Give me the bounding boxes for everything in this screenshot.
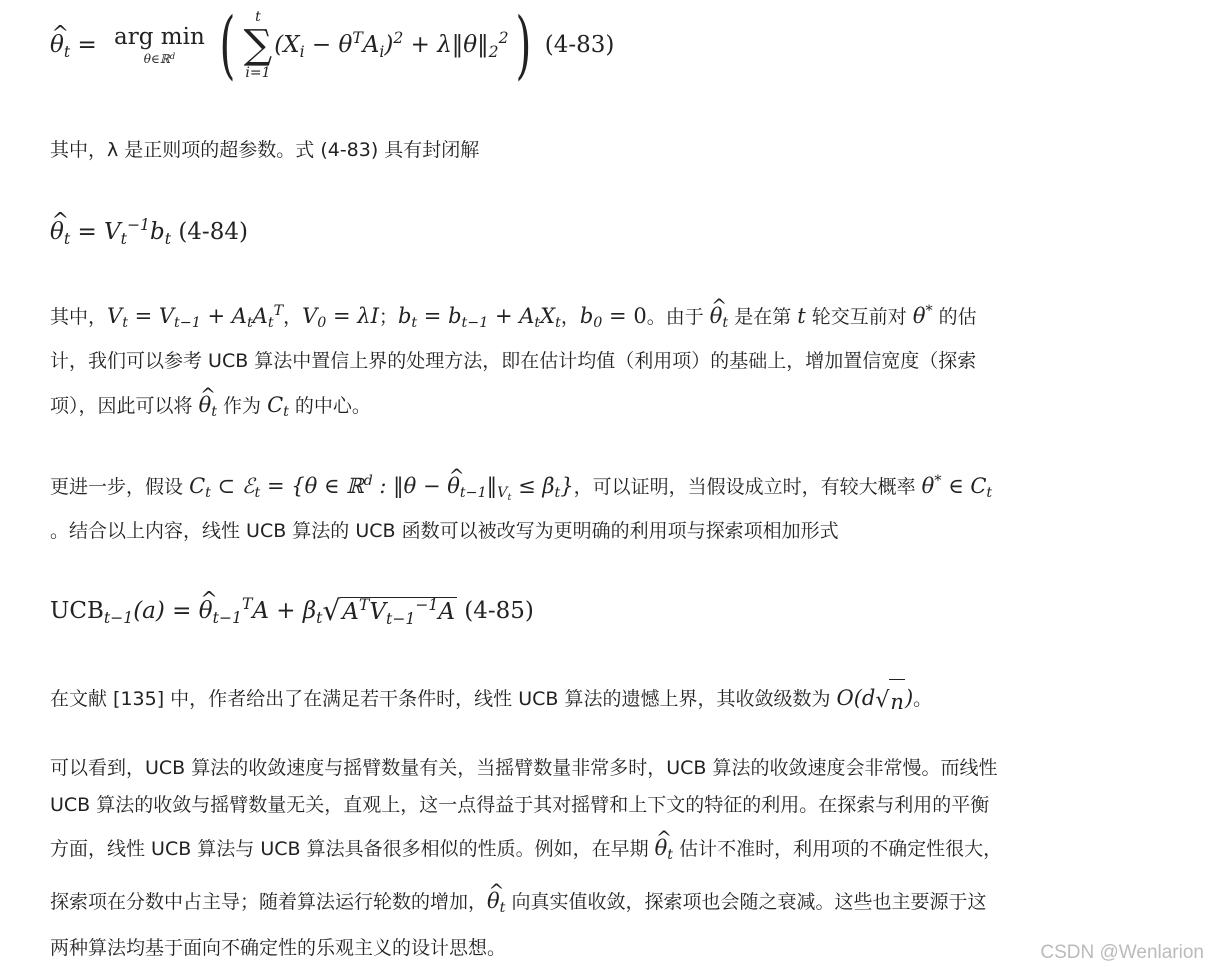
equation-number: (4-84)	[178, 219, 248, 245]
equation-4-83: ^ $\theta_t$ = arg min θ∈ℝ$^d$ ( t ∑ i=1 $(X_i - \theta^TA_i)^2$ + $\lambda‖\theta‖_2^2$ ) (4-83)	[50, 2, 614, 88]
watermark: CSDN @Wenlarion	[1040, 942, 1204, 963]
paragraph-5: 可以看到，UCB 算法的收敛速度与摇臂数量有关，当摇臂数量非常多时，UCB 算法的收敛速度会非常慢。而线性 UCB 算法的收敛与摇臂数量无关，直观上，这一点得益于其对摇臂和上下文的特征的利用。在探索与利用的平衡 方面，线性 UCB 算法与 UCB 算法具备很多相似的性质。例如，在早期 ^ $\theta_t$ 估计不准时，利用项的不确定性很大， 探索项在分数中占主导；随着算法运行轮数的增加，^ $\theta_t$ 向真实值收敛，探索项也会随之衰减。这些也主要源于这 两种算法均基于面向不确定性的乐观主义的设计思想。	[50, 750, 1120, 967]
equation-number: (4-83)	[544, 32, 615, 58]
equation-4-84: ^ $\theta_t = V_t^{-1}b_t$ (4-84)	[50, 212, 248, 252]
equation-4-85: $UCB_{t-1}$ (a) = ^ $\theta_{t-1}^TA + \beta_t$ √ $A^TV_{t-1}^{-1}A$ (4-85)	[50, 588, 534, 634]
paragraph-4: 在文献 [135] 中，作者给出了在满足若干条件时，线性 UCB 算法的遗憾上界，其收敛级数为 O(d √ n )。	[50, 676, 932, 724]
paragraph-3: 更进一步，假设 $C_t$ ⊂ ℰ$_t$ = {θ ∈ ℝ$^d$ : ‖θ − ^ $\theta_{t-1}‖_{V_t} \le \beta_t$}，可以证明，当假设成立时，有较大概率 θ* ∈ $C_t$ 。结合以上内容，线性 UCB 算法的 UCB 函数可以被改写为更明确的利用项与探索项相加形式	[50, 464, 1120, 553]
equation-number: (4-85)	[464, 598, 534, 624]
paragraph-2: 其中，$V_t = V_{t-1} + A_tA_t^T$，$V_0 = \lambda I$；$b_t = b_{t-1} + A_tX_t$，$b_0 = 0$。由于 ^ $\theta_t$ 是在第 t 轮交互前对 θ* 的估 计，我们可以参考 UCB 算法中置信上界的处理方法，即在估计均值（利用项）的基础上，增加置信宽度（探索 项），因此可以将 ^ $\theta_t$ 作为 $C_t$ 的中心。	[50, 294, 1120, 428]
paragraph-1: 其中，λ 是正则项的超参数。式 (4-83) 具有封闭解	[50, 139, 480, 161]
